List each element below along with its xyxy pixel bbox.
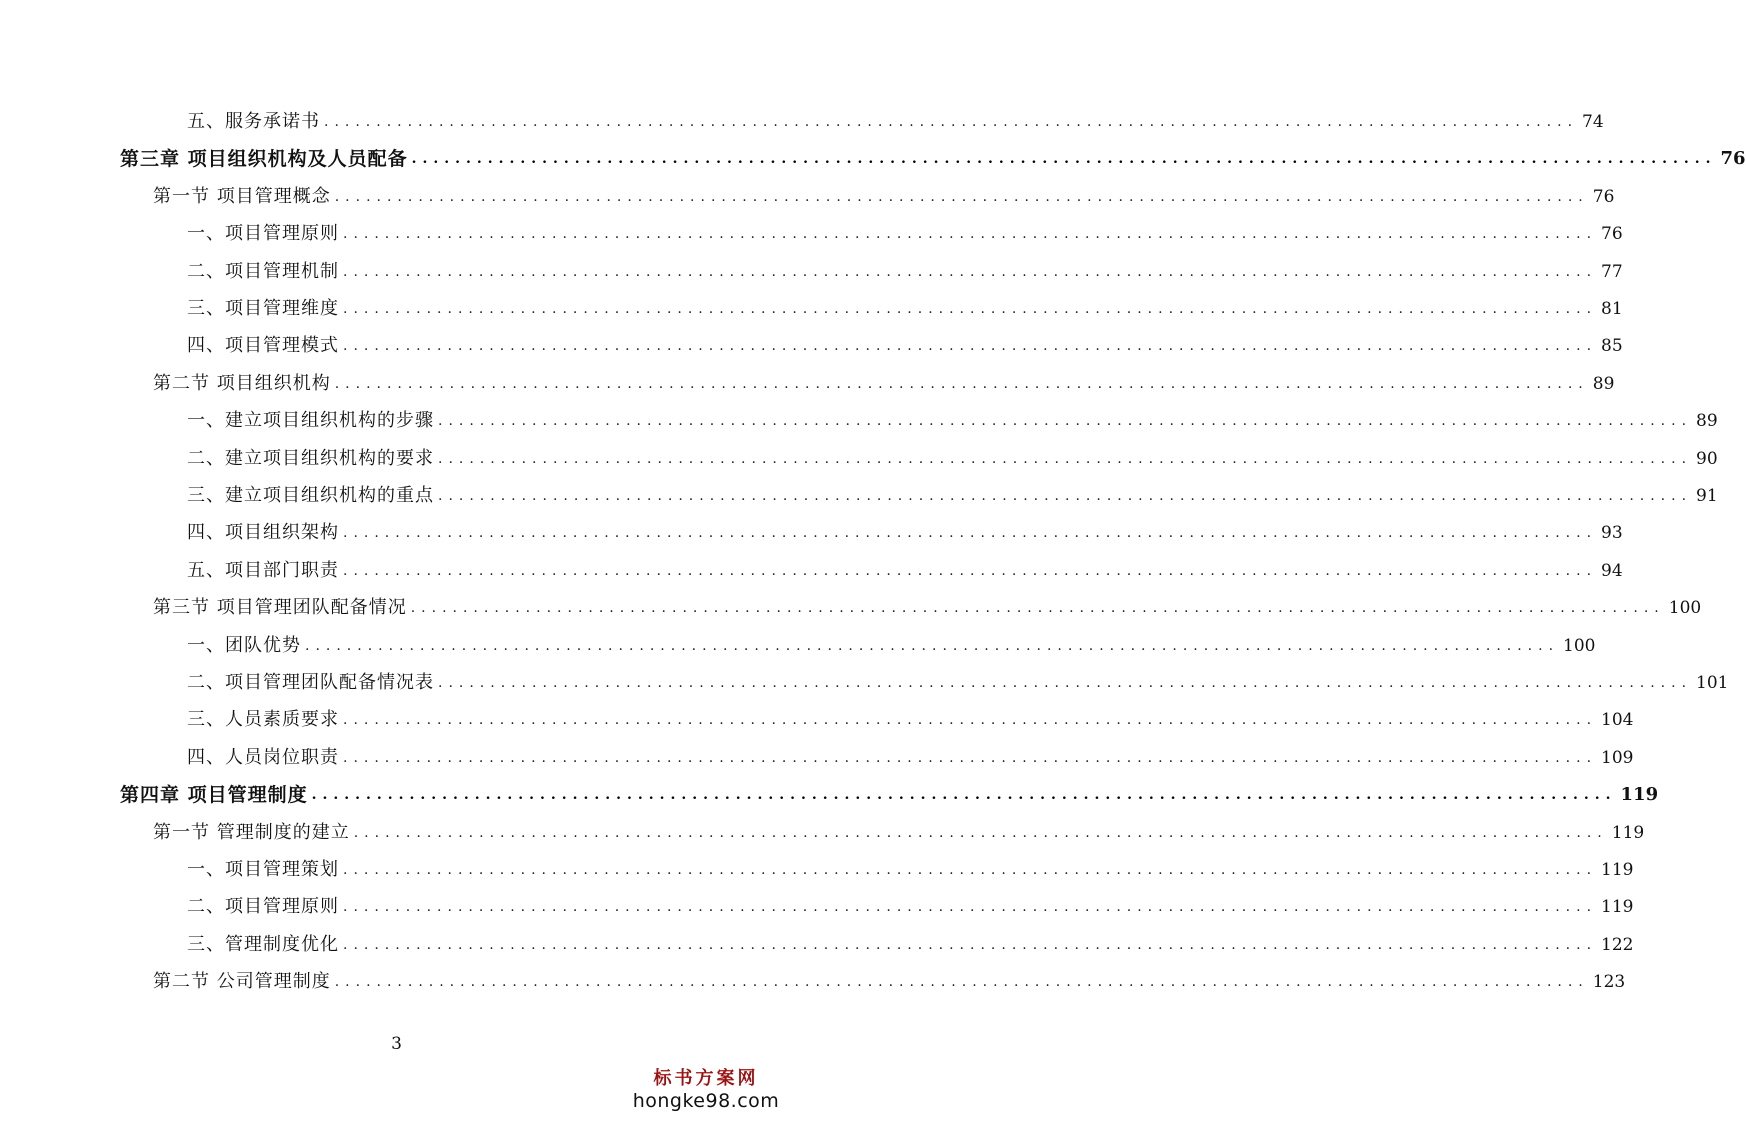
toc-entry-page: 74 — [1582, 112, 1604, 132]
toc-entry-page: 76 — [1592, 186, 1615, 207]
toc-entry-section — [153, 366, 1615, 396]
toc-entry-item — [187, 291, 1623, 321]
toc-entry-item — [187, 478, 1718, 508]
toc-entry-page: 81 — [1601, 299, 1623, 319]
toc-entry-title: 一、团队优势 — [187, 634, 301, 656]
toc-leader-dots: ........................................................................................................................ — [311, 787, 1617, 804]
toc-leader-dots: ........................................................................................................................ — [334, 188, 1589, 205]
toc-entry-page: 90 — [1696, 448, 1718, 469]
toc-entry-page: 119 — [1611, 822, 1645, 843]
toc-entry-title: 一、项目管理原则 — [187, 223, 339, 245]
toc-leader-dots: ........................................................................................................................ — [343, 226, 1598, 243]
toc-leader-dots: ........................................................................................................................ — [305, 637, 1560, 654]
toc-entry-section — [153, 815, 1645, 845]
toc-leader-dots: ........................................................................................................................ — [410, 600, 1665, 617]
toc-leader-dots: ........................................................................................................................ — [343, 562, 1598, 579]
toc-leader-dots: ........................................................................................................................ — [343, 338, 1598, 355]
toc-entry-section — [153, 179, 1615, 209]
toc-entry-page: 100 — [1668, 598, 1702, 619]
toc-entry-item — [187, 852, 1634, 882]
toc-entry-title: 五、服务承诺书 — [187, 111, 320, 132]
toc-entry-title: 四、人员岗位职责 — [187, 746, 339, 768]
toc-entry-title: 第三节 项目管理团队配备情况 — [153, 597, 407, 619]
toc-entry-title: 二、建立项目组织机构的要求 — [187, 447, 434, 469]
toc-entry-title: 二、项目管理原则 — [187, 896, 339, 918]
toc-leader-dots: ........................................................................................................................ — [343, 263, 1598, 280]
toc-entry-page: 100 — [1563, 635, 1596, 656]
watermark — [631, 1068, 781, 1112]
toc-entry-item — [187, 740, 1634, 770]
toc-entry-page: 119 — [1620, 784, 1659, 806]
toc-leader-dots: ........................................................................................................................ — [343, 936, 1598, 953]
toc-entry-title: 三、建立项目组织机构的重点 — [187, 485, 434, 506]
toc-entry-page: 91 — [1696, 486, 1718, 506]
toc-entry-page: 104 — [1601, 710, 1634, 731]
toc-entry-title: 四、项目管理模式 — [187, 335, 339, 357]
toc-entry-title: 第三章 项目组织机构及人员配备 — [120, 148, 408, 171]
toc-leader-dots: ........................................................................................................................ — [438, 675, 1693, 691]
toc-entry-item — [187, 515, 1623, 545]
toc-entry-page: 76 — [1601, 224, 1623, 245]
toc-leader-dots: ........................................................................................................................ — [438, 488, 1693, 504]
toc-entry-item — [187, 665, 1729, 695]
toc-entry-item — [187, 927, 1634, 957]
toc-entry-page: 122 — [1601, 934, 1634, 955]
toc-entry-title: 一、项目管理策划 — [187, 859, 339, 880]
toc-entry-page: 85 — [1601, 336, 1623, 357]
toc-entry-item — [187, 403, 1718, 433]
toc-leader-dots: ........................................................................................................................ — [411, 151, 1717, 168]
toc-entry-item — [187, 216, 1623, 246]
toc-entry-item — [187, 441, 1718, 471]
toc-entry-page: 94 — [1601, 560, 1623, 581]
toc-entry-page: 76 — [1720, 148, 1746, 170]
toc-entry-page: 89 — [1592, 373, 1615, 394]
toc-entry-title: 二、项目管理团队配备情况表 — [187, 672, 434, 693]
toc-leader-dots: ........................................................................................................................ — [343, 301, 1598, 317]
toc-entry-chapter — [120, 777, 1659, 807]
toc-entry-section — [153, 964, 1626, 994]
toc-entry-page: 109 — [1601, 747, 1634, 768]
toc-leader-dots: ........................................................................................................................ — [343, 899, 1598, 916]
toc-entry-title: 四、项目组织架构 — [187, 522, 339, 544]
toc-entry-title: 三、人员素质要求 — [187, 709, 339, 731]
toc-leader-dots: ........................................................................................................................ — [343, 525, 1598, 542]
toc-entry-page: 93 — [1601, 523, 1623, 544]
toc-entry-item — [187, 553, 1623, 583]
toc-entry-title: 第二节 公司管理制度 — [153, 971, 331, 993]
toc-entry-title: 二、项目管理机制 — [187, 260, 339, 282]
watermark-url: hongke98.com — [632, 1090, 780, 1112]
toc-entry-chapter — [120, 141, 1746, 171]
toc-entry-item — [187, 702, 1634, 732]
toc-leader-dots: ........................................................................................................................ — [334, 375, 1589, 392]
toc-entry-page: 89 — [1696, 411, 1718, 432]
toc-leader-dots: ........................................................................................................................ — [353, 824, 1608, 841]
toc-entry-title: 五、项目部门职责 — [187, 559, 339, 581]
toc-leader-dots: ........................................................................................................................ — [343, 862, 1598, 878]
toc-entry-section — [153, 590, 1702, 620]
toc-leader-dots: ........................................................................................................................ — [334, 974, 1589, 991]
toc-entry-item — [187, 328, 1623, 358]
toc-entry-page: 123 — [1592, 972, 1626, 993]
toc-leader-dots: ........................................................................................................................ — [324, 114, 1579, 130]
page-number: 3 — [391, 1034, 402, 1054]
watermark-title: 标书方案网 — [653, 1068, 759, 1089]
toc-entry-title: 三、管理制度优化 — [187, 933, 339, 955]
toc-leader-dots: ........................................................................................................................ — [343, 712, 1598, 729]
toc-entry-item — [187, 254, 1623, 284]
toc-entry-title: 第二节 项目组织机构 — [153, 372, 331, 394]
toc-entry-page: 119 — [1601, 897, 1634, 918]
toc-entry-title: 第四章 项目管理制度 — [120, 784, 308, 807]
toc-leader-dots: ........................................................................................................................ — [438, 413, 1693, 430]
toc-leader-dots: ........................................................................................................................ — [438, 450, 1693, 467]
toc-entry-page: 119 — [1601, 860, 1634, 880]
toc-entry-item — [187, 104, 1604, 134]
toc-entry-item — [187, 628, 1596, 658]
toc-entry-title: 第一节 管理制度的建立 — [153, 821, 350, 843]
toc-leader-dots: ........................................................................................................................ — [343, 749, 1598, 766]
toc-entry-page: 77 — [1601, 261, 1623, 282]
toc-entry-page: 101 — [1696, 673, 1729, 693]
toc-entry-title: 一、建立项目组织机构的步骤 — [187, 410, 434, 432]
toc-entry-item — [187, 889, 1634, 919]
toc-entry-title: 三、项目管理维度 — [187, 298, 339, 319]
toc-entry-title: 第一节 项目管理概念 — [153, 185, 331, 207]
